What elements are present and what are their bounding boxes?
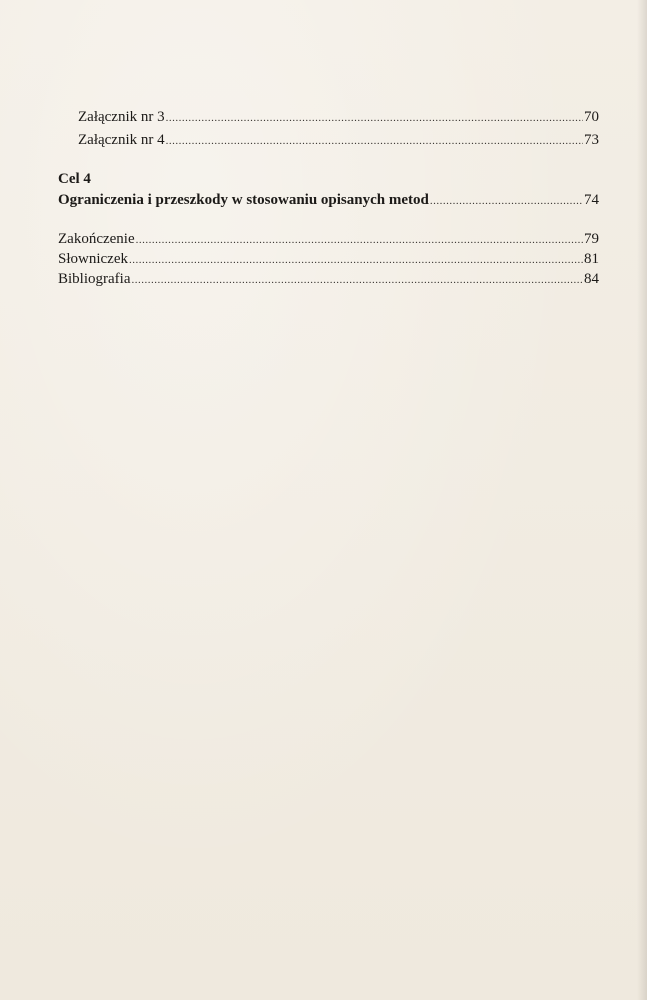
toc-entry-bibliography (58, 270, 599, 289)
toc-entry-glossary (58, 250, 599, 269)
page-edge-shadow (637, 0, 647, 1000)
toc-entry-label: Załącznik nr 4 (78, 132, 165, 148)
dot-leader (136, 231, 583, 249)
dot-leader (430, 192, 583, 210)
toc-entry-page: 84 (584, 271, 599, 287)
toc-entry-page: 73 (584, 132, 599, 148)
toc-entry-page: 70 (584, 109, 599, 125)
toc-entry-page: 74 (584, 192, 599, 208)
dot-leader (129, 251, 583, 269)
toc-entry-label: Zakończenie (58, 231, 135, 247)
dot-leader (166, 132, 583, 150)
toc-entry-page: 81 (584, 251, 599, 267)
toc-entry-page: 79 (584, 231, 599, 247)
toc-entry-conclusion (58, 230, 599, 249)
dot-leader (166, 109, 583, 127)
section-heading-goal-4: Cel 4 (58, 171, 91, 187)
toc-entry-goal-4-title (58, 191, 599, 210)
toc-entry-annex-4 (78, 131, 599, 150)
dot-leader (131, 271, 583, 289)
toc-entry-label: Bibliografia (58, 271, 131, 287)
toc-entry-label: Ograniczenia i przeszkody w stosowaniu opisanych metod (58, 192, 429, 208)
toc-entry-annex-3 (78, 108, 599, 127)
toc-entry-label: Słowniczek (58, 251, 128, 267)
toc-entry-label: Załącznik nr 3 (78, 109, 165, 125)
